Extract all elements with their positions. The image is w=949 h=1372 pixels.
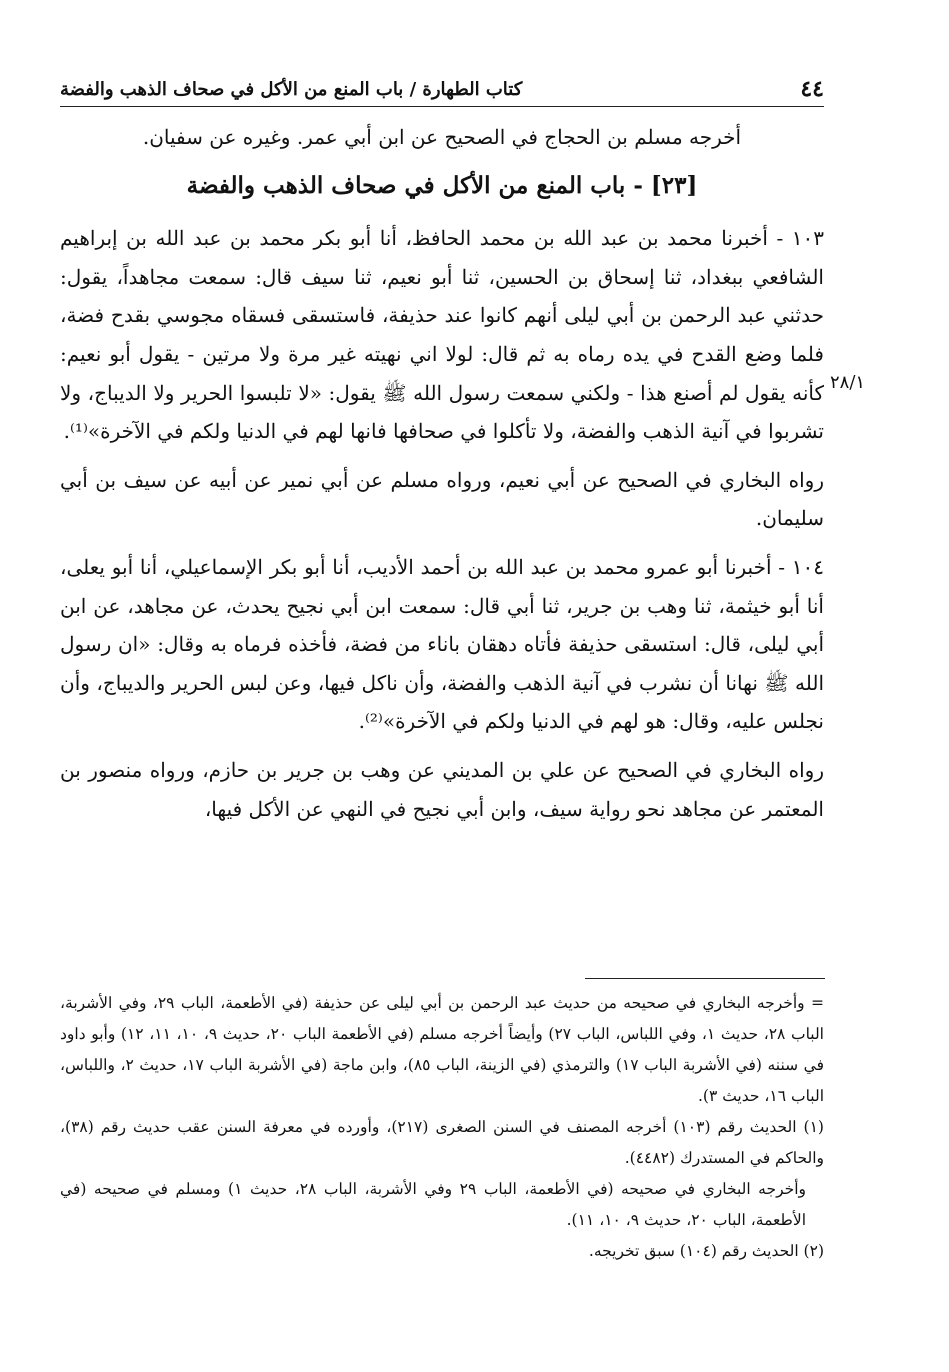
running-header <box>60 72 824 107</box>
footnotes <box>60 988 824 1267</box>
main-text <box>60 118 824 838</box>
footnote-continuation: = وأخرجه البخاري في صحيحه من حديث عبد الرحمن بن أبي ليلى عن حذيفة (في الأطعمة، الباب ٢٩، وفي الأشربة، الباب ٢٨، حديث ١، وفي اللباس، الباب ٢٧) وأيضاً أخرجه مسلم (في الأطعمة الباب ٢٠، حديث ٩، ١٠، ١١، ١٢) وأبو داود في سننه (في الأشربة الباب ١٧) والترمذي (في الزينة، الباب ٨٥)، وابن ماجة (في الأشربة الباب ١٧، حديث ٢، واللباس، الباب ١٦، حديث ٣). <box>60 994 825 1105</box>
page-number: ٤٤ <box>800 76 824 102</box>
footnote-2: (٢) الحديث رقم (١٠٤) سبق تخريجه. <box>588 1242 824 1260</box>
footnote-1: (١) الحديث رقم (١٠٣) أخرجه المصنف في السنن الصغرى (٢١٧)، وأورده في معرفة السنن عقب حديث رقم (٣٨)، والحاكم في المستدرك (٤٤٨٢). <box>60 1118 824 1167</box>
intro-paragraph: أخرجه مسلم بن الحجاج في الصحيح عن ابن أبي عمر. وغيره عن سفيان. <box>142 125 742 149</box>
footnote-1-continued: وأخرجه البخاري في صحيحه (في الأطعمة، الباب ٢٩ وفي الأشربة، الباب ٢٨، حديث ١) ومسلم في صحيحه (في الأطعمة، الباب ٢٠، حديث ٩، ١٠، ١١). <box>60 1180 806 1229</box>
hadith-104: ١٠٤ - أخبرنا أبو عمرو محمد بن عبد الله بن أحمد الأديب، أنا أبو بكر الإسماعيلي، أنا أبو يعلى، أنا أبو خيثمة، ثنا وهب بن جرير، ثنا أبي قال: سمعت ابن أبي نجيح يحدث، عن مجاهد، عن ابن أبي ليلى، قال: استسقى حذيفة فأتاه دهقان باناء من فضة، فأخذه فرماه به وقال: «ان رسول الله ﷺ نهانا أن نشرب في آنية الذهب والفضة، وأن ناكل فيها، وعن لبس الحرير والديباج، وأن نجلس عليه، وقال: هو لهم في الدنيا ولكم في الآخرة»⁽²⁾. <box>60 554 825 734</box>
hadith-103: ١٠٣ - أخبرنا محمد بن عبد الله بن محمد الحافظ، أنا أبو بكر محمد بن عبد الله بن إبراهيم الشافعي ببغداد، ثنا إسحاق بن الحسين، ثنا أبو نعيم، ثنا سيف قال: سمعت مجاهداً، يقول: حدثني عبد الرحمن بن أبي ليلى أنهم كانوا عند حذيفة، فاستسقى فسقاه مجوسي بقدح فضة، فلما وضع القدح في يده رماه به ثم قال: لولا اني نهيته غير مرة ولا مرتين - يقول أبو نعيم: كأنه يقول لم أصنع هذا - ولكني سمعت رسول الله ﷺ يقول: «لا تلبسوا الحرير ولا الديباج، ولا تشربوا في آنية الذهب والفضة، ولا تأكلوا في صحافها فانها لهم في الدنيا ولكم في الآخرة»⁽¹⁾. <box>60 226 824 444</box>
running-title: كتاب الطهارة / باب المنع من الأكل في صحاف الذهب والفضة <box>60 78 523 100</box>
riwaya-paragraph-2: رواه البخاري في الصحيح عن علي بن المديني عن وهب بن جرير بن حازم، ورواه منصور بن المعتمر عن مجاهد نحو رواية سيف، وابن أبي نجيح في النهي عن الأكل فيها، <box>60 757 824 821</box>
riwaya-paragraph-1: رواه البخاري في الصحيح عن أبي نعيم، ورواه مسلم عن أبي نمير عن أبيه عن سيف بن أبي سليمان. <box>60 467 824 531</box>
chapter-heading: [٢٣] - باب المنع من الأكل في صحاف الذهب والفضة <box>186 171 698 199</box>
footnote-rule <box>585 978 825 979</box>
margin-reference: ٢٨/١ <box>830 372 866 393</box>
